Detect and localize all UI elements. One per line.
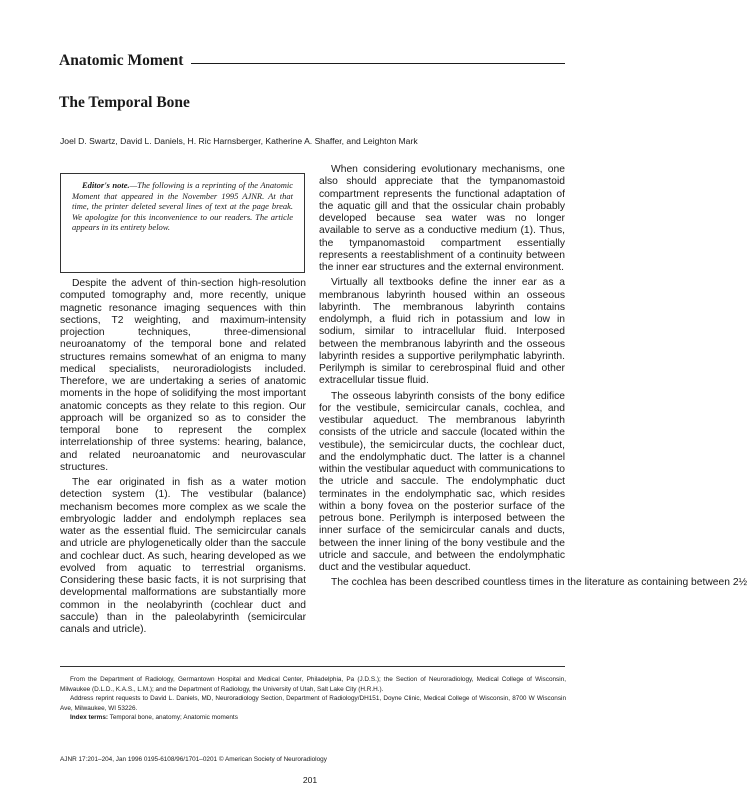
right-column [319, 164, 747, 593]
index-terms-label: Index terms: [70, 714, 109, 721]
section-rule [191, 63, 565, 64]
editor-note-text [72, 180, 293, 233]
paragraph: The ear originated in fish as a water motion detection system (1). The vestibular (balance) mechanism becomes more complex as we scale the embryologic ladder and endolymph replaces sea water as the essential fluid. The semicircular canals and utricle are phylogenetically older than the saccule and cochlear duct. As such, hearing developed as we evolved from aquatic to terrestrial organisms. Considering these basic facts, it is not surprising that developmental malformations are substantially more common in the neolabyrinth (cochlear duct and saccule) than in the paleolabyrinth (semicircular canals and utricle). [60, 477, 306, 635]
editor-note-lead: Editor's note. [82, 180, 130, 190]
index-terms-value: Temporal bone, anatomy; Anatomic moments [108, 714, 238, 721]
article-title: The Temporal Bone [59, 94, 190, 111]
editor-note-box [60, 173, 305, 273]
reprint-note: Address reprint requests to David L. Daniels, MD, Neuroradiology Section, Department of Radiology/DH151, Doyne Clinic, Medical College of Wisconsin, 8700 W Wisconsin Ave, Milwaukee, WI 53226. [60, 695, 566, 712]
page-number: 201 [302, 775, 318, 785]
paragraph: Virtually all textbooks define the inner ear as a membranous labyrinth housed within an osseous labyrinth. The membranous labyrinth contains endolymph, a fluid rich in potassium and low in sodium, similar to intracellular fluid. Interposed between the membranous labyrinth and the osseous labyrinth resides a supportive perilymphatic labyrinth. Perilymph is similar to cerebrospinal fluid and other extracellular tissue fluid. [319, 277, 565, 387]
footnotes [60, 675, 566, 723]
index-terms [60, 713, 566, 723]
affiliations-note: From the Department of Radiology, Germantown Hospital and Medical Center, Philadelphia, Pa (J.D.S.); the Section of Neuroradiology, Medical College of Wisconsin, Milwaukee (D.L.D., K.A.S., L.M.); and the Department of Radiology, the University of Utah, Salt Lake City (H.R.H.). [60, 676, 566, 693]
paragraph: The osseous labyrinth consists of the bony edifice for the vestibule, semicircular canals, cochlea, and vestibular aqueduct. The membranous labyrinth consists of the utricle and saccule (located within the vestibule), the semicircular ducts, the cochlear duct, and the endolymphatic duct. The latter is a channel within the vestibular aqueduct with communications to the utricle and saccule. The endolymphatic duct terminates in the endolymphatic sac, which resides within a bony fovea on the posterior surface of the petrous bone. Perilymph is interposed between the inner surface of the semicircular canals and ducts, between the inner lining of the bony vestibule and the utricle and saccule, and between the endolymphatic duct and the vestibular aqueduct. [319, 390, 565, 573]
section-header [59, 52, 565, 70]
left-column [60, 278, 306, 639]
editor-note-body: —The following is a reprinting of the Anatomic Moment that appeared in the November 1995 AJNR. At that time, the printer deleted several lines of text at the page break. We apologize for this inconvenience to our readers. The article appears in its entirety below. [72, 180, 294, 233]
paragraph: Despite the advent of thin-section high-resolution computed tomography and, more recently, unique magnetic resonance imaging sequences with thin sections, T2 weighting, and maximum-intensity projection techniques, three-dimensional neuroanatomy of the temporal bone and related structures remains somewhat of an enigma to many medical specialists, neuroradiologists included. Therefore, we are undertaking a series of anatomic moments in the hope of solidifying the most important anatomic concepts as they relate to this region. Our approach will be organized so as to consider the temporal bone to represent the complex interrelationship of three systems: hearing, balance, and related neuroanatomic and neurovascular structures. [60, 278, 306, 473]
journal-citation: AJNR 17:201–204, Jan 1996 0195-6108/96/1701–0201 © American Society of Neuroradiology [60, 756, 327, 763]
paragraph: The cochlea has been described countless times in the literature as containing between 2½ [331, 577, 747, 589]
footnote-rule [60, 666, 565, 667]
author-list: Joel D. Swartz, David L. Daniels, H. Ric Harnsberger, Katherine A. Shaffer, and Leighton Mark [60, 136, 418, 146]
section-label: Anatomic Moment [59, 52, 184, 69]
paragraph: When considering evolutionary mechanisms, one also should appreciate that the tympanomastoid compartment represents the functional adaptation of the aquatic gill and that the ossicular chain probably developed because sea water was no longer available to serve as a conductive medium (1). Thus, the tympanomastoid compartment essentially represents a reestablishment of a continuity between the inner ear structures and the external environment. [319, 164, 565, 273]
